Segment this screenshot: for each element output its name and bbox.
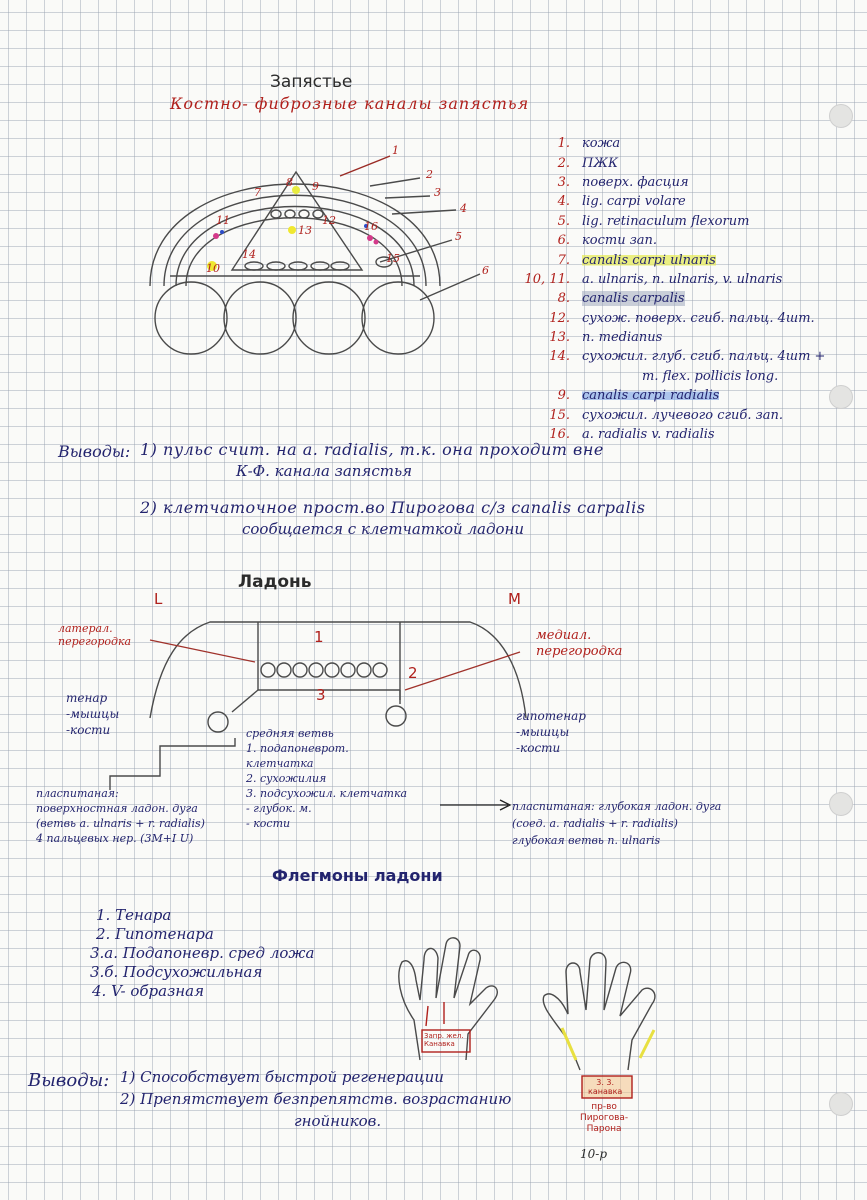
hand1-label: 3апр. жел. Канавка — [424, 1032, 464, 1048]
legend-number: 14. — [549, 349, 570, 365]
diagram-num: 14 — [242, 248, 256, 261]
phlegmon-item: 3.б. Подсухожильная — [90, 963, 263, 981]
legend-number: 9. — [557, 388, 570, 404]
hand2-label: 3. 3. канавка — [588, 1078, 623, 1096]
phlegmon-conclusion-1: 1) Способствует быстрой регенерации — [120, 1068, 444, 1086]
hypothenar-label: гипотенар -мышцы -кости — [516, 709, 586, 755]
diagram-num: 15 — [386, 252, 400, 265]
palm-letter-right: M — [508, 590, 521, 608]
diagram-num: 2 — [426, 168, 433, 181]
legend-text: a. ulnaris, n. ulnaris, v. ulnaris — [582, 271, 783, 287]
wrist-conclusions-label: Выводы: — [58, 442, 131, 461]
legend-text: сухожил. лучевого сгиб. зап. — [582, 407, 783, 423]
wrist-conclusion-1: 1) пульс счит. на a. radialis, т.к. она проходит вне — [140, 440, 604, 459]
palm-middle-bed-list: средняя ветвь 1. подапоневрот. клетчатка 2. сухожилия 3. подсухожил. клетчатка - глубок. м. - кости — [246, 727, 408, 830]
legend-number: 5. — [557, 213, 570, 229]
wrist-subtitle: Костно- фиброзные каналы запястья — [170, 94, 530, 113]
hand-page-number: 10-р — [580, 1147, 608, 1161]
legend-number: 13. — [549, 330, 570, 346]
superficial-arch-note: пласпитаная: поверхностная ладон. дуга (ветвь a. ulnaris + r. radialis) 4 пальцевых нер. (3M+I U) — [36, 787, 205, 845]
legend-text: n. medianus — [582, 330, 663, 346]
diagram-num: 6 — [482, 264, 489, 277]
legend-text: m. flex. pollicis long. — [642, 368, 779, 384]
diagram-num: 5 — [455, 230, 462, 243]
wrist-conclusion-2: 2) клетчаточное прост.во Пирогова с/з canalis carpalis — [140, 498, 646, 517]
diagram-num: 16 — [364, 220, 378, 233]
legend-number: 8. — [557, 291, 570, 307]
legend-number: 2. — [557, 155, 570, 171]
lateral-septum-label: латерал. перегородка — [58, 622, 132, 648]
hand2-sublabel: пр-во Пирогова- Парона — [580, 1102, 629, 1134]
phlegmon-conclusions-label: Выводы: — [28, 1070, 110, 1091]
legend-number: 6. — [557, 233, 570, 249]
wrist-heading: Запястье — [270, 72, 353, 92]
legend-number: 4. — [557, 194, 570, 210]
medial-septum-label: медиал. перегородка — [536, 628, 623, 659]
diagram-num: 11 — [216, 214, 230, 227]
diagram-num: 12 — [322, 214, 336, 227]
legend-number: 1. — [557, 136, 570, 152]
legend-text: lig. carpi volare — [582, 194, 686, 210]
legend-number: 7. — [557, 252, 570, 268]
diagram-num: 8 — [286, 176, 293, 189]
legend-text: сухож. поверх. сгиб. пальц. 4шт. — [582, 310, 815, 326]
phlegmon-item: 2. Гипотенара — [96, 925, 214, 943]
deep-arch-note: пласпитаная: глубокая ладон. дуга (соед. a. radialis + r. radialis) глубокая ветвь n. ulnaris — [512, 800, 722, 847]
wrist-conclusion-2b: сообщается с клетчаткой ладони — [242, 520, 525, 538]
legend-number: 12. — [549, 310, 570, 326]
legend-text: lig. retinaculum flexorum — [582, 213, 750, 229]
palm-num: 3 — [316, 686, 326, 704]
palm-heading: Ладонь — [238, 572, 312, 592]
phlegmon-conclusion-2b: гнойников. — [294, 1112, 382, 1130]
wrist-conclusion-1b: К-Ф. канала запястья — [236, 462, 413, 480]
legend-text: сухожил. глуб. сгиб. пальц. 4шт + — [582, 349, 826, 365]
legend-text: кожа — [582, 136, 621, 152]
legend-number: 15. — [549, 407, 570, 423]
diagram-num: 7 — [254, 186, 261, 199]
legend-number: 16. — [549, 427, 570, 443]
hand-outline-2 — [543, 953, 655, 1070]
legend-text: a. radialis v. radialis — [582, 427, 715, 443]
legend-text: поверх. фасция — [582, 174, 689, 190]
diagram-num: 3 — [434, 186, 441, 199]
phlegmon-item: 3.а. Подапоневр. сред ложа — [90, 944, 315, 962]
legend-text: ПЖК — [582, 155, 619, 171]
diagram-num: 9 — [312, 180, 319, 193]
legend-text: canalis carpi ulnaris — [582, 252, 716, 268]
legend-text: кости зап. — [582, 233, 658, 249]
phlegmons-heading: Флегмоны ладони — [272, 866, 443, 885]
diagram-num: 4 — [460, 202, 467, 215]
legend-text: canalis carpalis — [582, 291, 685, 307]
diagram-num: 1 — [392, 144, 399, 157]
legend-text: canalis carpi radialis — [582, 388, 720, 404]
phlegmon-conclusion-2: 2) Препятствует безпрепятств. возрастанию — [120, 1090, 512, 1108]
palm-num: 2 — [408, 664, 418, 682]
legend-number: 10, 11. — [524, 271, 570, 287]
phlegmon-item: 1. Тенара — [96, 906, 172, 924]
legend-number: 3. — [557, 174, 570, 190]
phlegmon-item: 4. V- образная — [92, 982, 205, 1000]
palm-letter-left: L — [154, 590, 163, 608]
palm-num: 1 — [314, 628, 324, 646]
diagram-num: 10 — [206, 262, 220, 275]
diagram-num: 13 — [298, 224, 312, 237]
thenar-label: тенар -мышцы -кости — [66, 691, 120, 737]
